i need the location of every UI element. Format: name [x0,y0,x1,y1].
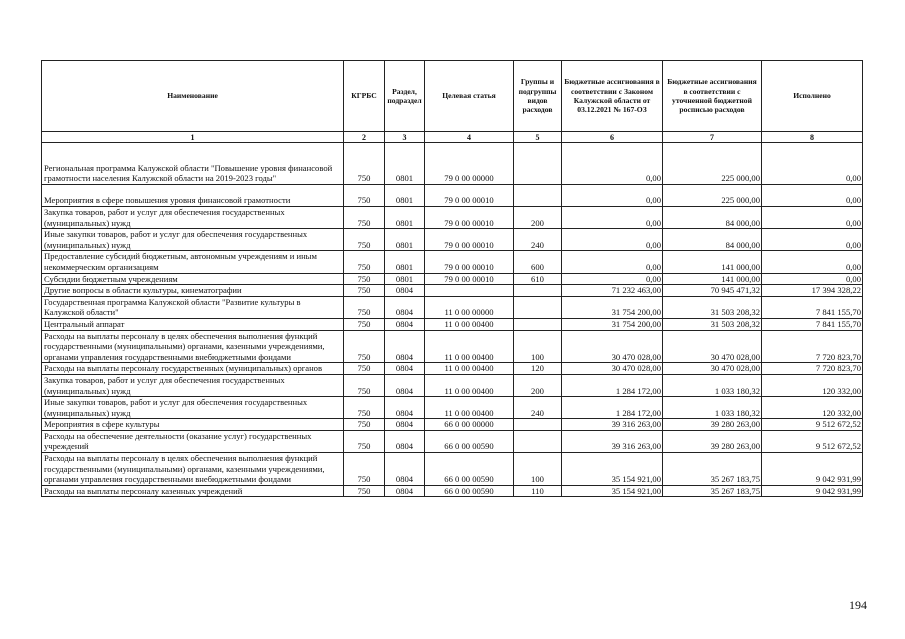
column-number: 8 [762,132,863,143]
row-kgrbs: 750 [344,397,385,419]
table-row [42,330,863,363]
row-law: 30 470 028,00 [562,363,663,375]
row-section: 0801 [385,251,425,273]
row-executed: 7 720 823,70 [762,330,863,363]
row-executed: 9 042 931,99 [762,453,863,486]
row-target: 66 0 00 00590 [425,453,514,486]
row-name: Региональная программа Калужской области "Повышение уровня финансовой грамотности населения Калужской области на 2019-2023 годы" [42,143,344,185]
row-kgrbs: 750 [344,285,385,297]
row-refined: 84 000,00 [663,207,762,229]
row-refined: 31 503 208,32 [663,296,762,318]
row-refined: 141 000,00 [663,273,762,285]
row-section: 0801 [385,143,425,185]
row-section: 0804 [385,330,425,363]
row-name: Расходы на выплаты персоналу казенных учреждений [42,485,344,497]
budget-table-container [41,60,862,497]
row-law: 31 754 200,00 [562,318,663,330]
row-target: 79 0 00 00010 [425,185,514,207]
row-refined: 141 000,00 [663,251,762,273]
row-law: 0,00 [562,185,663,207]
row-executed: 7 841 155,70 [762,296,863,318]
row-refined: 84 000,00 [663,229,762,251]
row-section: 0804 [385,363,425,375]
row-group [514,318,562,330]
row-executed: 120 332,00 [762,397,863,419]
row-executed: 7 841 155,70 [762,318,863,330]
row-name: Государственная программа Калужской области "Развитие культуры в Калужской области" [42,296,344,318]
row-group: 200 [514,374,562,396]
row-executed: 0,00 [762,185,863,207]
row-kgrbs: 750 [344,485,385,497]
row-group: 100 [514,453,562,486]
row-section: 0804 [385,285,425,297]
row-target: 11 0 00 00000 [425,296,514,318]
row-target: 11 0 00 00400 [425,363,514,375]
row-law: 71 232 463,00 [562,285,663,297]
row-name: Расходы на выплаты персоналу в целях обеспечения выполнения функций государственными (муниципальными) органами, казенными учреждениями, органами управления государственными внебюджетными фондами [42,453,344,486]
table-row [42,251,863,273]
row-group [514,296,562,318]
table-row [42,296,863,318]
row-group: 110 [514,485,562,497]
row-group [514,430,562,452]
row-kgrbs: 750 [344,374,385,396]
column-number-row [42,132,863,143]
row-refined: 225 000,00 [663,185,762,207]
column-number: 2 [344,132,385,143]
header-kgrbs: КГРБС [344,61,385,132]
row-target: 79 0 00 00010 [425,251,514,273]
row-section: 0804 [385,485,425,497]
table-row [42,419,863,431]
row-target: 79 0 00 00010 [425,207,514,229]
row-executed: 9 042 931,99 [762,485,863,497]
column-number: 1 [42,132,344,143]
row-executed: 0,00 [762,229,863,251]
row-refined: 31 503 208,32 [663,318,762,330]
row-group: 240 [514,229,562,251]
row-executed: 0,00 [762,143,863,185]
row-kgrbs: 750 [344,185,385,207]
row-group: 600 [514,251,562,273]
column-number: 6 [562,132,663,143]
row-section: 0804 [385,419,425,431]
row-group [514,419,562,431]
row-kgrbs: 750 [344,363,385,375]
row-kgrbs: 750 [344,229,385,251]
row-group: 100 [514,330,562,363]
header-executed: Исполнено [762,61,863,132]
header-target: Целевая статья [425,61,514,132]
row-name: Расходы на выплаты персоналу в целях обеспечения выполнения функций государственными (муниципальными) органами, казенными учреждениями, органами управления государственными внебюджетными фондами [42,330,344,363]
row-law: 0,00 [562,229,663,251]
column-number: 7 [663,132,762,143]
table-row [42,273,863,285]
table-header-row [42,61,863,132]
row-law: 30 470 028,00 [562,330,663,363]
row-kgrbs: 750 [344,143,385,185]
row-section: 0801 [385,229,425,251]
row-law: 1 284 172,00 [562,374,663,396]
row-refined: 39 280 263,00 [663,430,762,452]
row-executed: 0,00 [762,207,863,229]
row-law: 1 284 172,00 [562,397,663,419]
table-row [42,185,863,207]
row-target: 66 0 00 00590 [425,430,514,452]
row-group: 200 [514,207,562,229]
header-budget-law: Бюджетные ассигнования в соответствии с Законом Калужской области от 03.12.2021 № 167-ОЗ [562,61,663,132]
row-law: 35 154 921,00 [562,485,663,497]
table-row [42,229,863,251]
row-executed: 0,00 [762,273,863,285]
row-executed: 7 720 823,70 [762,363,863,375]
row-law: 0,00 [562,273,663,285]
row-target: 11 0 00 00400 [425,397,514,419]
row-kgrbs: 750 [344,419,385,431]
row-group: 240 [514,397,562,419]
row-section: 0804 [385,397,425,419]
row-target: 66 0 00 00000 [425,419,514,431]
table-row [42,143,863,185]
row-name: Закупка товаров, работ и услуг для обеспечения государственных (муниципальных) нужд [42,207,344,229]
column-number: 3 [385,132,425,143]
row-target: 79 0 00 00010 [425,273,514,285]
row-law: 31 754 200,00 [562,296,663,318]
row-target: 79 0 00 00000 [425,143,514,185]
row-kgrbs: 750 [344,330,385,363]
row-kgrbs: 750 [344,318,385,330]
row-group [514,143,562,185]
row-name: Субсидии бюджетным учреждениям [42,273,344,285]
row-law: 39 316 263,00 [562,419,663,431]
row-refined: 35 267 183,75 [663,485,762,497]
row-kgrbs: 750 [344,296,385,318]
table-row [42,318,863,330]
row-name: Закупка товаров, работ и услуг для обеспечения государственных (муниципальных) нужд [42,374,344,396]
row-target: 79 0 00 00010 [425,229,514,251]
row-section: 0804 [385,453,425,486]
table-row [42,285,863,297]
row-executed: 9 512 672,52 [762,419,863,431]
column-number: 4 [425,132,514,143]
row-kgrbs: 750 [344,273,385,285]
row-group: 610 [514,273,562,285]
row-name: Предоставление субсидий бюджетным, автономным учреждениям и иным некоммерческим организациям [42,251,344,273]
row-section: 0804 [385,430,425,452]
row-refined: 30 470 028,00 [663,363,762,375]
header-name: Наименование [42,61,344,132]
table-row [42,207,863,229]
row-section: 0804 [385,296,425,318]
row-name: Иные закупки товаров, работ и услуг для обеспечения государственных (муниципальных) нужд [42,397,344,419]
row-refined: 1 033 180,32 [663,374,762,396]
row-name: Иные закупки товаров, работ и услуг для обеспечения государственных (муниципальных) нужд [42,229,344,251]
row-section: 0804 [385,318,425,330]
row-name: Расходы на обеспечение деятельности (оказание услуг) государственных учреждений [42,430,344,452]
header-section: Раздел, подраздел [385,61,425,132]
row-target: 11 0 00 00400 [425,318,514,330]
row-executed: 9 512 672,52 [762,430,863,452]
row-group: 120 [514,363,562,375]
header-budget-refined: Бюджетные ассигнования в соответствии с уточненной бюджетной росписью расходов [663,61,762,132]
row-name: Мероприятия в сфере повышения уровня финансовой грамотности [42,185,344,207]
row-kgrbs: 750 [344,207,385,229]
table-row [42,363,863,375]
row-executed: 120 332,00 [762,374,863,396]
row-refined: 1 033 180,32 [663,397,762,419]
row-refined: 70 945 471,32 [663,285,762,297]
row-refined: 39 280 263,00 [663,419,762,431]
row-kgrbs: 750 [344,453,385,486]
row-group [514,185,562,207]
budget-table [41,60,863,497]
row-law: 35 154 921,00 [562,453,663,486]
row-name: Мероприятия в сфере культуры [42,419,344,431]
table-row [42,485,863,497]
row-target: 66 0 00 00590 [425,485,514,497]
table-row [42,397,863,419]
row-refined: 35 267 183,75 [663,453,762,486]
column-number: 5 [514,132,562,143]
table-row [42,430,863,452]
row-name: Центральный аппарат [42,318,344,330]
row-law: 0,00 [562,251,663,273]
row-kgrbs: 750 [344,251,385,273]
table-row [42,374,863,396]
row-law: 0,00 [562,143,663,185]
row-section: 0801 [385,207,425,229]
row-kgrbs: 750 [344,430,385,452]
row-section: 0801 [385,273,425,285]
row-refined: 225 000,00 [663,143,762,185]
table-row [42,453,863,486]
row-target: 11 0 00 00400 [425,330,514,363]
row-section: 0801 [385,185,425,207]
row-law: 39 316 263,00 [562,430,663,452]
row-law: 0,00 [562,207,663,229]
row-name: Другие вопросы в области культуры, кинематографии [42,285,344,297]
row-group [514,285,562,297]
row-target [425,285,514,297]
row-target: 11 0 00 00400 [425,374,514,396]
row-refined: 30 470 028,00 [663,330,762,363]
row-section: 0804 [385,374,425,396]
row-executed: 0,00 [762,251,863,273]
header-groups: Группы и подгруппы видов расходов [514,61,562,132]
row-executed: 17 394 328,22 [762,285,863,297]
row-name: Расходы на выплаты персоналу государственных (муниципальных) органов [42,363,344,375]
page-number: 194 [849,598,867,612]
